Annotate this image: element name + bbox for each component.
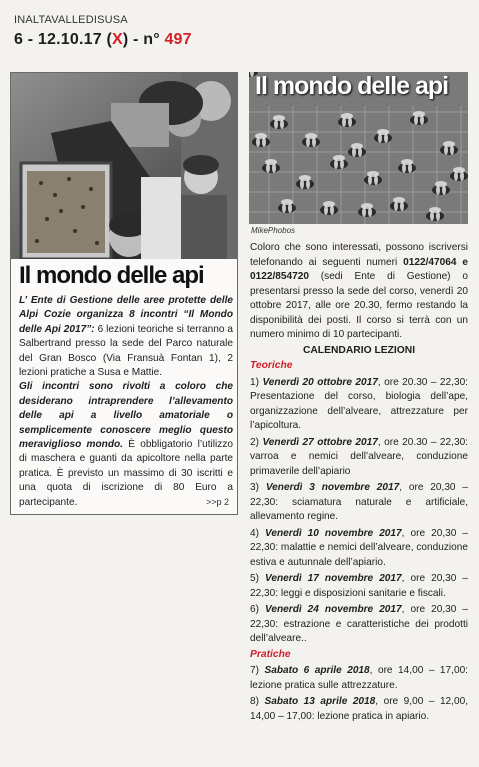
- lesson-details: , ore 9,00 – 12,00, 14,00 – 17,00: lezione pratica in apiario.: [250, 696, 469, 722]
- lesson-item: [250, 527, 468, 571]
- lesson-item: [250, 664, 468, 693]
- paragraph-details: [19, 380, 233, 510]
- masthead: [14, 14, 192, 49]
- lesson-number: 7): [250, 665, 259, 676]
- lesson-number: 6): [250, 604, 259, 615]
- issue-dates: 6 - 12.10.17: [14, 31, 102, 48]
- lesson-date: Venerdì 27 ottobre 2017: [262, 436, 378, 448]
- lesson-item: [250, 436, 468, 480]
- details-text: È obbligatorio l’utilizzo di maschera e guanti da apicoltore nella parte pratica. È previsto un massimo di 30 iscritti e una quota di iscrizione di 80 Euro a partecipante.: [19, 439, 233, 508]
- practice-section-label: Pratiche: [250, 648, 291, 660]
- lesson-item: [250, 572, 468, 601]
- intro-text: 6 lezioni teoriche si terranno a Salbertrand presso la sede del Parco naturale del Gran Bosco (Via Fransuà Fontan 1), 2 lezioni pratiche a Susa e Mattie.: [19, 323, 233, 379]
- right-article-body: [250, 241, 468, 724]
- lesson-number: 3): [250, 482, 259, 493]
- calendar-title: CALENDARIO LEZIONI: [302, 344, 416, 356]
- lesson-details: , ore 20.30 – 22,30: varroa e nemici dell’alveare, conduzione primaverile dell’apiario: [250, 436, 468, 477]
- contact-text-a: Coloro che sono interessati, possono iscriversi telefonando ai seguenti numeri: [250, 242, 468, 268]
- contact-paragraph: [250, 241, 468, 343]
- lesson-date: Venerdì 24 novembre 2017: [265, 604, 402, 615]
- lesson-item: [250, 695, 468, 724]
- intro-emphasis: L’ Ente di Gestione delle aree protette delle Alpi Cozie organizza 8 incontri “Il Mondo delle Api 2017”:: [19, 295, 233, 335]
- article-title: Il mondo delle api: [19, 262, 204, 289]
- lesson-details: , ore 14,00 – 17,00: lezione pratica sulle attrezzature.: [250, 665, 468, 691]
- details-emphasis: Gli incontri sono rivolti a coloro che desiderano intraprendere l’allevamento delle api a livello amatoriale o semplicemente conoscere meglio questo meraviglioso mondo.: [19, 381, 233, 451]
- lesson-details: , ore 20,30 – 22,30: estrazione e caratteristiche dei prodotti dell’alveare..: [250, 604, 468, 644]
- bees-banner: [249, 72, 468, 224]
- issue-paren-open: (: [106, 31, 112, 48]
- lesson-date: Venerdì 3 novembre 2017: [265, 482, 400, 493]
- lesson-details: , ore 20,30 – 22,30: leggi e disposizioni sanitarie e fiscali.: [250, 573, 468, 599]
- lesson-number: 8): [250, 696, 259, 707]
- lesson-details: , ore 20.30 – 22,30: Presentazione del corso, biologia dell’ape, organizzazione dell’alveare, attrezzature per l’apicoltura.: [250, 376, 468, 431]
- issue-number-roman: X: [112, 31, 123, 48]
- lesson-number: 2): [250, 436, 259, 448]
- lesson-number: 1): [250, 376, 259, 388]
- lesson-item: [250, 603, 468, 647]
- continue-reference: >>p 2: [205, 497, 229, 507]
- issue-paren-close: ): [122, 31, 129, 48]
- contact-text-b: (sedi Ente di Gestione) o presentarsi presso la sede del corso, venerdì 20 ottobre 2017, alle ore 20.30, fermo restando la disponibilità dei posti. Il corso si terrà con un numero minimo di 10 partecipanti.: [250, 271, 468, 340]
- issue-number: 497: [164, 31, 192, 48]
- issue-separator: - n°: [128, 31, 160, 48]
- theory-lessons: [250, 376, 468, 647]
- phone-numbers: 0122/47064 e 0122/854720: [250, 256, 468, 282]
- lesson-date: Sabato 13 aprile 2018: [264, 696, 376, 707]
- theory-section-label: Teoriche: [250, 360, 293, 371]
- lesson-number: 5): [250, 573, 259, 584]
- lesson-details: , ore 20,30 – 22,30: sciamatura naturale e artificiale, allevamento regine.: [250, 482, 468, 522]
- lesson-date: Venerdì 17 novembre 2017: [265, 573, 402, 584]
- issue-line: [14, 31, 192, 49]
- left-article: [10, 72, 238, 515]
- paragraph-intro: [19, 294, 233, 380]
- lesson-details: , ore 20,30 – 22,30: malattie e nemici dell’alveare, conduzione estiva e autunnale dell’apiario.: [250, 527, 468, 568]
- lesson-item: [250, 481, 468, 525]
- publication-name: INALTAVALLEDISUSA: [14, 14, 128, 26]
- banner-title: Il mondo delle api: [255, 72, 449, 100]
- photo-credit: MikePhobos: [251, 226, 296, 235]
- practice-lessons: [250, 664, 468, 724]
- lesson-date: Sabato 6 aprile 2018: [264, 665, 370, 676]
- lesson-date: Venerdì 10 novembre 2017: [265, 527, 402, 539]
- lesson-date: Venerdì 20 ottobre 2017: [262, 376, 378, 388]
- lesson-item: [250, 376, 468, 434]
- article-body: [19, 294, 233, 510]
- beekeeping-photo: [11, 73, 237, 259]
- lesson-number: 4): [250, 527, 259, 539]
